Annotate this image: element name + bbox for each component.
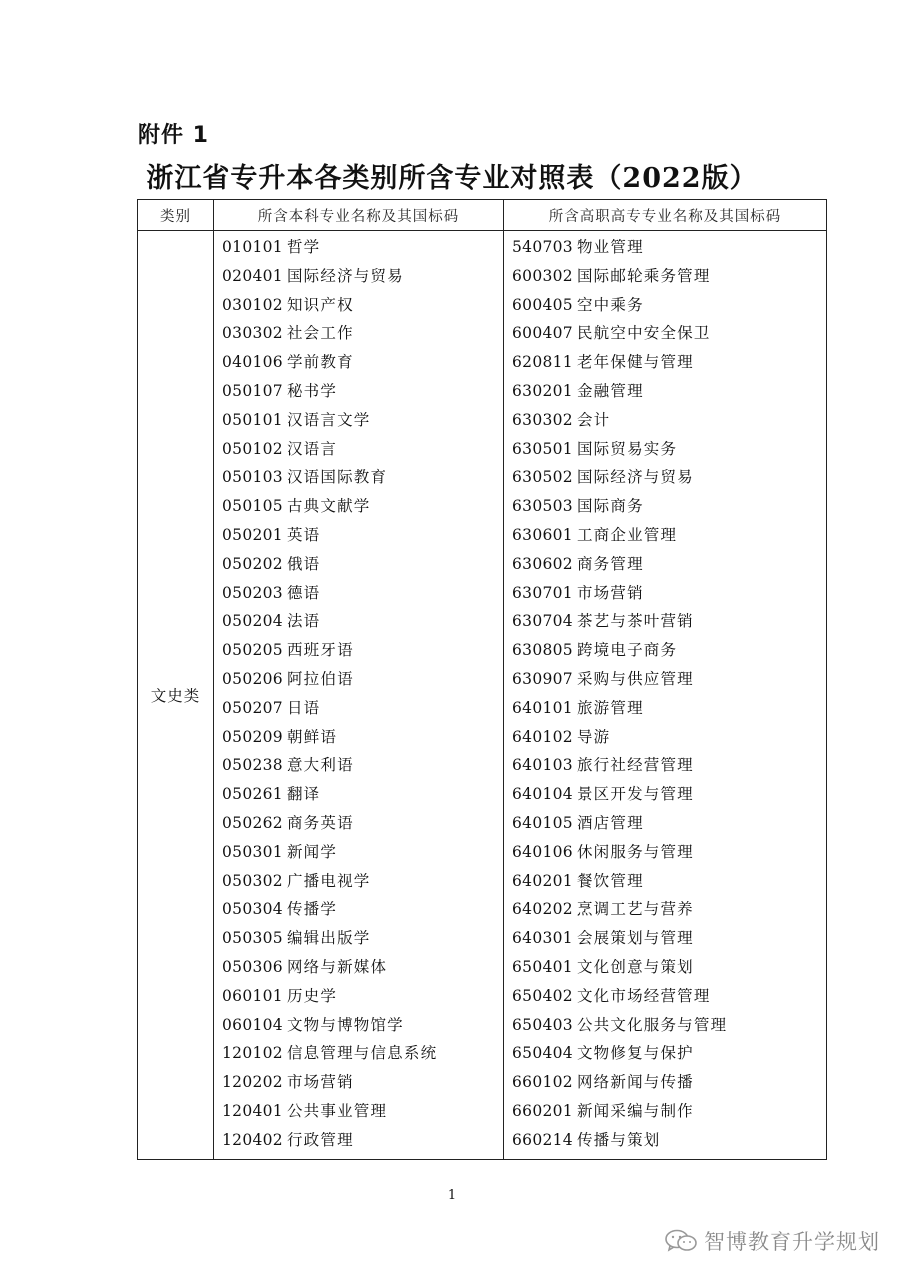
list-item <box>504 809 826 838</box>
major-name: 知识产权 <box>286 295 354 314</box>
major-code: 030102 <box>222 295 283 314</box>
list-item <box>504 377 826 406</box>
list-item <box>504 1097 826 1126</box>
list-item <box>504 521 826 550</box>
major-code: 010101 <box>222 238 283 256</box>
major-code: 050304 <box>222 900 283 919</box>
major-code: 640106 <box>512 842 573 861</box>
list-item <box>214 1068 503 1097</box>
major-name: 历史学 <box>286 986 338 1005</box>
major-name: 旅行社经营管理 <box>576 756 694 775</box>
major-code: 630704 <box>512 612 573 631</box>
major-code: 040106 <box>222 353 283 372</box>
major-code: 630701 <box>512 583 573 602</box>
list-item <box>504 291 826 320</box>
major-code: 050205 <box>222 641 283 660</box>
major-code: 050301 <box>222 842 283 861</box>
major-code: 640104 <box>512 785 573 804</box>
major-name: 意大利语 <box>286 756 354 775</box>
major-name: 文化市场经营管理 <box>576 986 711 1005</box>
list-item <box>504 751 826 780</box>
list-item <box>214 665 503 694</box>
list-item <box>214 723 503 752</box>
list-item <box>214 838 503 867</box>
list-item <box>504 953 826 982</box>
major-name: 国际商务 <box>576 497 644 516</box>
major-name: 物业管理 <box>576 238 644 256</box>
major-code: 120202 <box>222 1073 283 1092</box>
major-code: 050101 <box>222 410 283 429</box>
list-item <box>214 319 503 348</box>
list-item <box>214 579 503 608</box>
list-item <box>504 636 826 665</box>
major-name: 景区开发与管理 <box>576 785 694 804</box>
list-item <box>214 233 503 262</box>
list-item <box>214 435 503 464</box>
major-code: 660102 <box>512 1073 573 1092</box>
major-code: 600407 <box>512 324 573 343</box>
list-item <box>214 377 503 406</box>
list-item <box>214 694 503 723</box>
list-item <box>214 492 503 521</box>
major-code: 630907 <box>512 669 573 688</box>
major-code: 640101 <box>512 698 573 717</box>
list-item <box>504 780 826 809</box>
list-item <box>504 665 826 694</box>
major-name: 新闻学 <box>286 842 338 861</box>
major-name: 西班牙语 <box>286 641 354 660</box>
list-item <box>214 780 503 809</box>
list-item <box>504 262 826 291</box>
list-item <box>504 895 826 924</box>
major-name: 跨境电子商务 <box>576 641 678 660</box>
major-code: 640102 <box>512 727 573 746</box>
major-code: 050203 <box>222 583 283 602</box>
major-name: 休闲服务与管理 <box>576 842 694 861</box>
major-code: 060101 <box>222 986 283 1005</box>
major-name: 信息管理与信息系统 <box>286 1044 438 1063</box>
major-name: 会展策划与管理 <box>576 929 694 948</box>
major-name: 国际经济与贸易 <box>576 468 694 487</box>
major-name: 旅游管理 <box>576 698 644 717</box>
major-code: 120102 <box>222 1044 283 1063</box>
major-code: 540703 <box>512 238 573 256</box>
list-item <box>504 1126 826 1155</box>
attachment-label: 附件 1 <box>138 123 209 148</box>
page-number: 1 <box>447 1188 457 1203</box>
list-item <box>504 1068 826 1097</box>
major-code: 050202 <box>222 554 283 573</box>
list-item <box>214 406 503 435</box>
major-code: 630602 <box>512 554 573 573</box>
watermark <box>664 1226 880 1256</box>
major-code: 630805 <box>512 641 573 660</box>
list-item <box>504 435 826 464</box>
major-name: 酒店管理 <box>576 813 644 832</box>
major-name: 烹调工艺与营养 <box>576 900 694 919</box>
major-name: 商务英语 <box>286 813 354 832</box>
wechat-icon <box>664 1228 698 1254</box>
list-item <box>504 550 826 579</box>
major-name: 民航空中安全保卫 <box>576 324 711 343</box>
list-item <box>214 982 503 1011</box>
header-category: 类别 <box>138 200 214 231</box>
list-item <box>504 579 826 608</box>
major-name: 新闻采编与制作 <box>576 1101 694 1120</box>
undergrad-major-list <box>214 231 503 1159</box>
list-item <box>214 463 503 492</box>
list-item <box>214 636 503 665</box>
major-code: 650401 <box>512 957 573 976</box>
major-name: 法语 <box>286 612 321 631</box>
major-name: 会计 <box>576 410 611 429</box>
major-name: 哲学 <box>286 238 321 256</box>
major-code: 050201 <box>222 525 283 544</box>
major-name: 导游 <box>576 727 611 746</box>
list-item <box>214 1097 503 1126</box>
major-name: 朝鲜语 <box>286 727 338 746</box>
list-item <box>214 953 503 982</box>
major-name: 汉语国际教育 <box>286 468 388 487</box>
major-name: 文化创意与策划 <box>576 957 694 976</box>
major-code: 630302 <box>512 410 573 429</box>
major-name: 翻译 <box>286 785 321 804</box>
major-code: 640201 <box>512 871 573 890</box>
list-item <box>214 348 503 377</box>
list-item <box>214 895 503 924</box>
major-name: 餐饮管理 <box>576 871 644 890</box>
major-code: 650404 <box>512 1044 573 1063</box>
list-item <box>504 1011 826 1040</box>
vocational-column <box>504 231 827 1160</box>
document-title: 浙江省专升本各类别所含专业对照表（2022版） <box>146 163 758 194</box>
vocational-major-list <box>504 231 826 1159</box>
major-name: 汉语言文学 <box>286 410 371 429</box>
major-name: 秘书学 <box>286 381 338 400</box>
list-item <box>504 723 826 752</box>
list-item <box>214 1126 503 1155</box>
major-code: 050103 <box>222 468 283 487</box>
major-code: 050102 <box>222 439 283 458</box>
header-vocational: 所含高职高专专业名称及其国标码 <box>504 200 827 231</box>
major-name: 社会工作 <box>286 324 354 343</box>
major-name: 阿拉伯语 <box>286 669 354 688</box>
major-name: 英语 <box>286 525 321 544</box>
list-item <box>504 406 826 435</box>
major-code: 640103 <box>512 756 573 775</box>
major-code: 050204 <box>222 612 283 631</box>
list-item <box>504 492 826 521</box>
list-item <box>214 550 503 579</box>
list-item <box>214 291 503 320</box>
major-name: 俄语 <box>286 554 321 573</box>
major-code: 020401 <box>222 266 283 285</box>
list-item <box>504 348 826 377</box>
list-item <box>504 694 826 723</box>
major-code: 600302 <box>512 266 573 285</box>
list-item <box>504 319 826 348</box>
major-name: 学前教育 <box>286 353 354 372</box>
major-name: 公共文化服务与管理 <box>576 1015 728 1034</box>
major-name: 国际邮轮乘务管理 <box>576 266 711 285</box>
list-item <box>214 867 503 896</box>
major-name: 日语 <box>286 698 321 717</box>
list-item <box>214 809 503 838</box>
list-item <box>504 838 826 867</box>
major-code: 050206 <box>222 669 283 688</box>
major-code: 050305 <box>222 929 283 948</box>
category-cell: 文史类 <box>138 231 214 1160</box>
major-name: 汉语言 <box>286 439 338 458</box>
list-item <box>214 1011 503 1040</box>
table-header-row <box>138 200 827 231</box>
major-code: 630601 <box>512 525 573 544</box>
list-item <box>504 982 826 1011</box>
major-name: 网络新闻与传播 <box>576 1073 694 1092</box>
list-item <box>504 867 826 896</box>
table-row <box>138 231 827 1160</box>
header-undergrad: 所含本科专业名称及其国标码 <box>214 200 504 231</box>
major-name: 行政管理 <box>286 1130 354 1149</box>
major-code: 640301 <box>512 929 573 948</box>
major-code: 050261 <box>222 785 283 804</box>
list-item <box>214 751 503 780</box>
major-code: 050207 <box>222 698 283 717</box>
list-item <box>504 463 826 492</box>
major-name: 茶艺与茶叶营销 <box>576 612 694 631</box>
major-name: 金融管理 <box>576 381 644 400</box>
major-code: 630503 <box>512 497 573 516</box>
list-item <box>214 607 503 636</box>
major-name: 文物修复与保护 <box>576 1044 694 1063</box>
major-code: 620811 <box>512 353 573 372</box>
watermark-text: 智博教育升学规划 <box>704 1230 880 1254</box>
major-name: 文物与博物馆学 <box>286 1015 404 1034</box>
major-code: 120402 <box>222 1130 283 1149</box>
major-code: 630501 <box>512 439 573 458</box>
list-item <box>214 924 503 953</box>
major-code: 050209 <box>222 727 283 746</box>
major-code: 060104 <box>222 1015 283 1034</box>
list-item <box>214 262 503 291</box>
major-code: 650402 <box>512 986 573 1005</box>
majors-table <box>137 199 827 1160</box>
major-name: 古典文献学 <box>286 497 371 516</box>
list-item <box>504 1039 826 1068</box>
major-code: 640105 <box>512 813 573 832</box>
major-name: 传播与策划 <box>576 1130 661 1149</box>
list-item <box>504 924 826 953</box>
major-code: 640202 <box>512 900 573 919</box>
major-name: 国际贸易实务 <box>576 439 678 458</box>
major-code: 050262 <box>222 813 283 832</box>
major-code: 660214 <box>512 1130 573 1149</box>
list-item <box>504 233 826 262</box>
major-name: 网络与新媒体 <box>286 957 388 976</box>
major-name: 市场营销 <box>286 1073 354 1092</box>
major-name: 德语 <box>286 583 321 602</box>
major-name: 商务管理 <box>576 554 644 573</box>
list-item <box>214 521 503 550</box>
major-code: 650403 <box>512 1015 573 1034</box>
major-code: 120401 <box>222 1101 283 1120</box>
major-name: 工商企业管理 <box>576 525 678 544</box>
major-name: 编辑出版学 <box>286 929 371 948</box>
major-name: 老年保健与管理 <box>576 353 694 372</box>
major-name: 广播电视学 <box>286 871 371 890</box>
list-item <box>504 607 826 636</box>
major-code: 050238 <box>222 756 283 775</box>
major-name: 市场营销 <box>576 583 644 602</box>
major-name: 公共事业管理 <box>286 1101 388 1120</box>
major-code: 660201 <box>512 1101 573 1120</box>
major-code: 050306 <box>222 957 283 976</box>
major-code: 600405 <box>512 295 573 314</box>
major-code: 030302 <box>222 324 283 343</box>
major-code: 630201 <box>512 381 573 400</box>
list-item <box>214 1039 503 1068</box>
major-name: 空中乘务 <box>576 295 644 314</box>
major-name: 采购与供应管理 <box>576 669 694 688</box>
undergrad-column <box>214 231 504 1160</box>
major-code: 630502 <box>512 468 573 487</box>
major-code: 050302 <box>222 871 283 890</box>
major-code: 050107 <box>222 381 283 400</box>
major-name: 国际经济与贸易 <box>286 266 404 285</box>
major-name: 传播学 <box>286 900 338 919</box>
major-code: 050105 <box>222 497 283 516</box>
